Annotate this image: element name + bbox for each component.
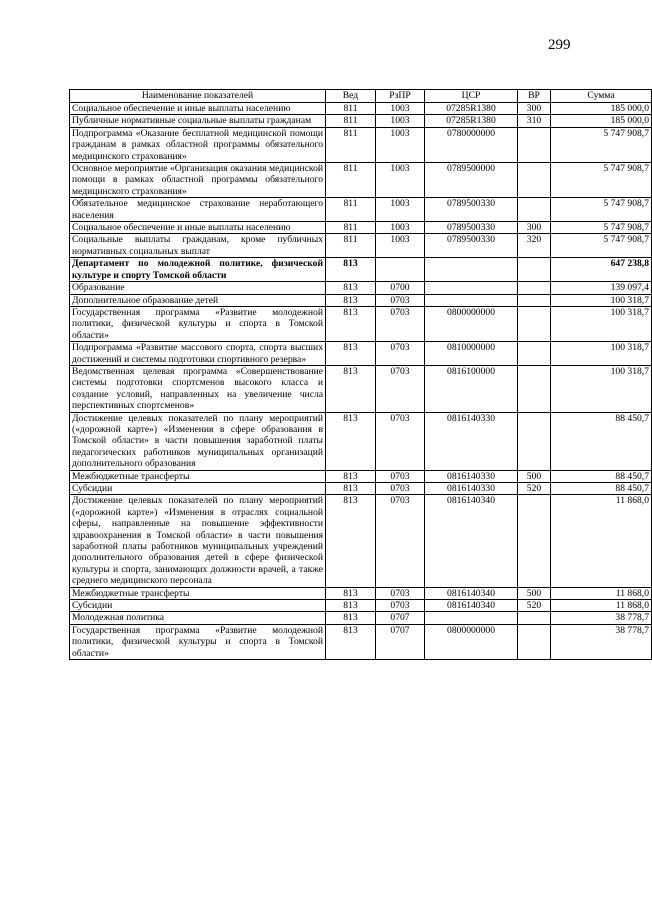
row-vr <box>518 258 551 282</box>
row-csr: 0800000000 <box>425 306 518 341</box>
table-row <box>70 115 652 127</box>
row-rzpr: 0703 <box>376 306 425 341</box>
row-csr: 0789500330 <box>425 234 518 258</box>
row-vr <box>518 412 551 470</box>
row-vr: 320 <box>518 234 551 258</box>
row-ved: 813 <box>326 294 376 306</box>
row-rzpr: 0703 <box>376 365 425 412</box>
row-name: Образование <box>70 282 326 294</box>
row-ved: 813 <box>326 412 376 470</box>
row-vr <box>518 365 551 412</box>
row-csr: 0816140330 <box>425 470 518 482</box>
table-row <box>70 282 652 294</box>
row-sum: 100 318,7 <box>551 294 652 306</box>
table-row <box>70 294 652 306</box>
row-sum: 88 450,7 <box>551 483 652 495</box>
table-row <box>70 222 652 234</box>
row-rzpr: 1003 <box>376 103 425 115</box>
row-rzpr: 1003 <box>376 163 425 198</box>
row-sum: 38 778,7 <box>551 612 652 624</box>
row-rzpr: 0700 <box>376 282 425 294</box>
row-sum: 11 868,0 <box>551 600 652 612</box>
row-rzpr: 0703 <box>376 412 425 470</box>
row-sum: 11 868,0 <box>551 495 652 587</box>
header-ved: Вед <box>326 90 376 103</box>
row-name: Социальное обеспечение и иные выплаты населению <box>70 222 326 234</box>
table-row <box>70 103 652 115</box>
row-csr <box>425 612 518 624</box>
row-name: Социальные выплаты гражданам, кроме публичных нормативных социальных выплат <box>70 234 326 258</box>
row-csr: 07285R1380 <box>425 103 518 115</box>
row-sum: 100 318,7 <box>551 365 652 412</box>
row-rzpr: 0703 <box>376 495 425 587</box>
row-name: Подпрограмма «Развитие массового спорта, спорта высших достижений и системы подготовки спортивного резерва» <box>70 342 326 366</box>
row-ved: 813 <box>326 587 376 599</box>
row-sum: 88 450,7 <box>551 412 652 470</box>
row-name: Достижение целевых показателей по плану мероприятий («дорожной карте») «Изменения в отраслях социальной сферы, направленные на повышение эффективности здравоохранения в Томской области» в части повышения заработной платы работников муниципальных учреждений дополнительного образования детей в сфере физической культуры и спорта, занимающих должности врачей, а также среднего медицинского персонала <box>70 495 326 587</box>
row-ved: 811 <box>326 163 376 198</box>
row-rzpr: 1003 <box>376 198 425 222</box>
row-rzpr: 1003 <box>376 127 425 162</box>
row-vr: 520 <box>518 600 551 612</box>
row-name: Основное мероприятие «Организация оказания медицинской помощи в рамках областной программы обязательного медицинского страхования» <box>70 163 326 198</box>
row-vr <box>518 306 551 341</box>
row-sum: 185 000,0 <box>551 103 652 115</box>
row-csr: 07285R1380 <box>425 115 518 127</box>
header-name: Наименование показателей <box>70 90 326 103</box>
row-csr: 0816140330 <box>425 412 518 470</box>
row-sum: 5 747 908,7 <box>551 234 652 258</box>
table-row <box>70 234 652 258</box>
row-name: Подпрограмма «Оказание бесплатной медицинской помощи гражданам в рамках областной программы обязательного медицинского страхования» <box>70 127 326 162</box>
row-vr <box>518 294 551 306</box>
row-sum: 100 318,7 <box>551 342 652 366</box>
header-sum: Сумма <box>551 90 652 103</box>
row-sum: 647 238,8 <box>551 258 652 282</box>
row-name: Дополнительное образование детей <box>70 294 326 306</box>
row-ved: 813 <box>326 365 376 412</box>
row-sum: 5 747 908,7 <box>551 222 652 234</box>
row-csr: 0816140340 <box>425 587 518 599</box>
row-rzpr: 1003 <box>376 234 425 258</box>
row-csr: 0789500330 <box>425 198 518 222</box>
row-sum: 5 747 908,7 <box>551 198 652 222</box>
row-csr <box>425 282 518 294</box>
row-ved: 811 <box>326 127 376 162</box>
row-csr: 0780000000 <box>425 127 518 162</box>
table-row <box>70 483 652 495</box>
row-vr <box>518 342 551 366</box>
row-csr: 0816140330 <box>425 483 518 495</box>
header-vr: ВР <box>518 90 551 103</box>
header-csr: ЦСР <box>425 90 518 103</box>
row-vr <box>518 282 551 294</box>
row-name: Межбюджетные трансферты <box>70 587 326 599</box>
table-row <box>70 600 652 612</box>
page-number: 299 <box>548 37 571 53</box>
table-row <box>70 258 652 282</box>
row-name: Субсидии <box>70 600 326 612</box>
row-csr: 0816140340 <box>425 495 518 587</box>
row-vr: 520 <box>518 483 551 495</box>
row-csr: 0789500330 <box>425 222 518 234</box>
row-vr: 500 <box>518 470 551 482</box>
row-ved: 811 <box>326 103 376 115</box>
row-vr <box>518 127 551 162</box>
table-row <box>70 470 652 482</box>
row-vr: 500 <box>518 587 551 599</box>
row-csr: 0810000000 <box>425 342 518 366</box>
row-ved: 813 <box>326 600 376 612</box>
row-rzpr: 0703 <box>376 483 425 495</box>
row-csr: 0789500000 <box>425 163 518 198</box>
table-row <box>70 624 652 659</box>
table-row <box>70 612 652 624</box>
row-sum: 11 868,0 <box>551 587 652 599</box>
table-row <box>70 495 652 587</box>
table-row <box>70 198 652 222</box>
row-ved: 813 <box>326 342 376 366</box>
row-ved: 813 <box>326 470 376 482</box>
row-vr: 310 <box>518 115 551 127</box>
header-rzpr: РзПР <box>376 90 425 103</box>
row-name: Государственная программа «Развитие молодежной политики, физической культуры и спорта в Томской области» <box>70 624 326 659</box>
row-sum: 38 778,7 <box>551 624 652 659</box>
row-ved: 813 <box>326 612 376 624</box>
row-csr: 0800000000 <box>425 624 518 659</box>
row-vr <box>518 612 551 624</box>
row-ved: 813 <box>326 483 376 495</box>
row-ved: 813 <box>326 282 376 294</box>
row-rzpr: 0703 <box>376 294 425 306</box>
row-rzpr <box>376 258 425 282</box>
row-name: Ведомственная целевая программа «Совершенствование системы подготовки спортсменов высокого класса и создание условий, направленных на увеличение числа перспективных спортсменов» <box>70 365 326 412</box>
row-rzpr: 0703 <box>376 470 425 482</box>
table-row <box>70 306 652 341</box>
row-vr: 300 <box>518 222 551 234</box>
row-name: Департамент по молодежной политике, физической культуре и спорту Томской области <box>70 258 326 282</box>
row-name: Государственная программа «Развитие молодежной политики, физической культуры и спорта в Томской области» <box>70 306 326 341</box>
row-csr <box>425 294 518 306</box>
row-sum: 5 747 908,7 <box>551 163 652 198</box>
row-vr <box>518 198 551 222</box>
row-name: Социальное обеспечение и иные выплаты населению <box>70 103 326 115</box>
row-vr <box>518 624 551 659</box>
row-rzpr: 0707 <box>376 612 425 624</box>
row-csr: 0816100000 <box>425 365 518 412</box>
row-vr: 300 <box>518 103 551 115</box>
row-sum: 139 097,4 <box>551 282 652 294</box>
row-name: Субсидии <box>70 483 326 495</box>
row-ved: 811 <box>326 115 376 127</box>
row-sum: 88 450,7 <box>551 470 652 482</box>
table-body <box>70 103 652 660</box>
budget-table <box>69 89 652 660</box>
row-sum: 100 318,7 <box>551 306 652 341</box>
row-sum: 185 000,0 <box>551 115 652 127</box>
row-ved: 813 <box>326 258 376 282</box>
table-row <box>70 412 652 470</box>
row-name: Обязательное медицинское страхование неработающего населения <box>70 198 326 222</box>
row-ved: 813 <box>326 624 376 659</box>
table-row <box>70 365 652 412</box>
table-header-row <box>70 90 652 103</box>
row-rzpr: 1003 <box>376 222 425 234</box>
row-ved: 813 <box>326 306 376 341</box>
table-row <box>70 163 652 198</box>
row-name: Молодежная политика <box>70 612 326 624</box>
row-name: Достижение целевых показателей по плану мероприятий («дорожной карте») «Изменения в сфере образования в Томской области» в части повышения заработной платы педагогических работников муниципальных организаций дополнительного образования <box>70 412 326 470</box>
table-row <box>70 127 652 162</box>
row-ved: 813 <box>326 495 376 587</box>
row-rzpr: 0703 <box>376 600 425 612</box>
row-ved: 811 <box>326 222 376 234</box>
row-rzpr: 0707 <box>376 624 425 659</box>
table-row <box>70 342 652 366</box>
row-ved: 811 <box>326 234 376 258</box>
row-csr <box>425 258 518 282</box>
row-name: Межбюджетные трансферты <box>70 470 326 482</box>
row-name: Публичные нормативные социальные выплаты гражданам <box>70 115 326 127</box>
row-sum: 5 747 908,7 <box>551 127 652 162</box>
row-ved: 811 <box>326 198 376 222</box>
table-row <box>70 587 652 599</box>
row-rzpr: 0703 <box>376 342 425 366</box>
row-rzpr: 0703 <box>376 587 425 599</box>
row-rzpr: 1003 <box>376 115 425 127</box>
row-vr <box>518 163 551 198</box>
row-csr: 0816140340 <box>425 600 518 612</box>
row-vr <box>518 495 551 587</box>
